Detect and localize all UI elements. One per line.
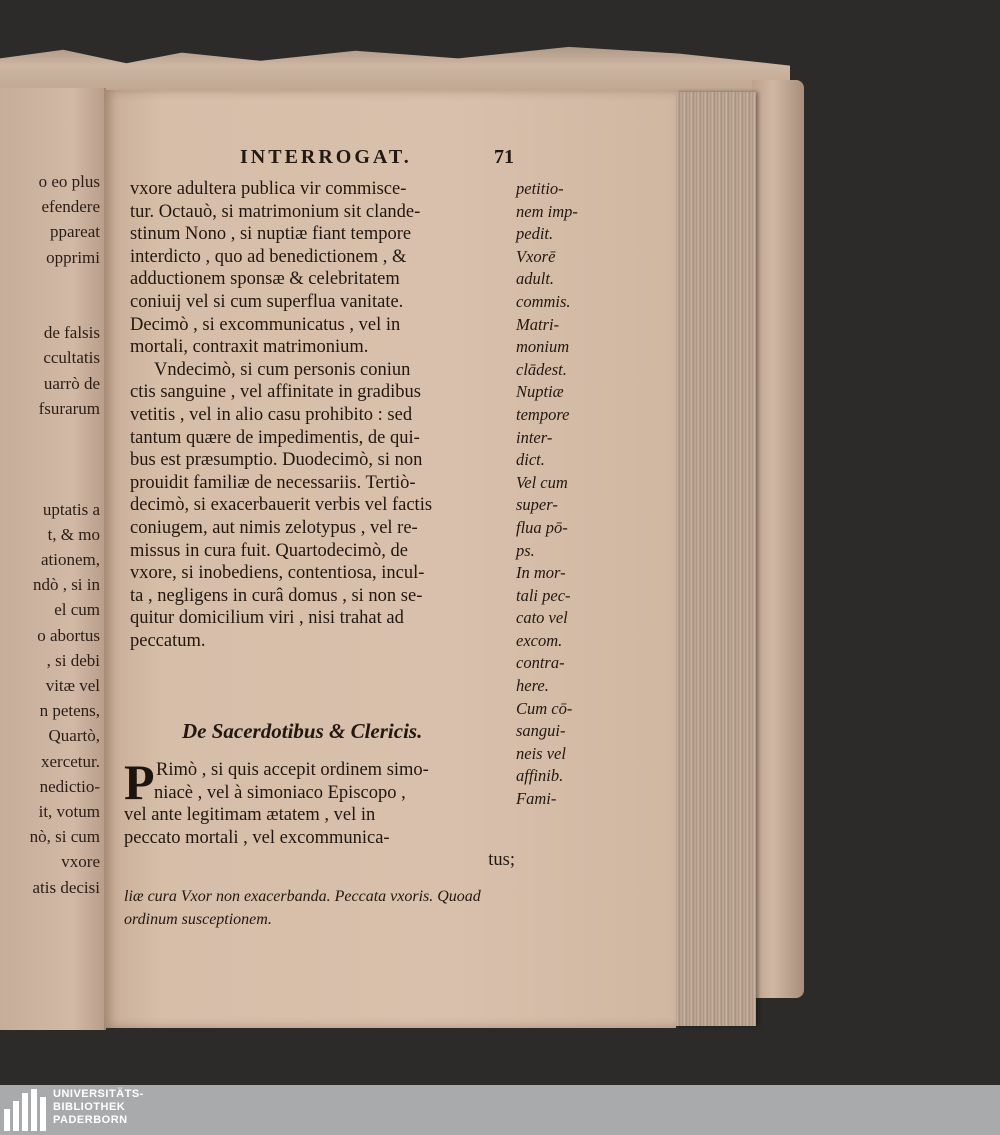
book-top-edge <box>0 44 790 92</box>
book-cover-edge <box>752 80 804 998</box>
text-line: stinum Nono , si nuptiæ fiant tempore <box>130 224 412 245</box>
marginal-note: excom. <box>516 630 563 650</box>
left-page-line: vitæ vel <box>45 676 100 695</box>
left-page-line: ationem, <box>40 550 100 569</box>
marginal-note: sangui- <box>516 721 566 741</box>
text-line: missus in cura fuit. Quartodecimò, de <box>130 540 408 561</box>
left-page-line: xercetur. <box>41 751 100 771</box>
running-head: INTERROGAT. <box>240 146 412 168</box>
left-page-line: fsurarum <box>38 398 100 418</box>
left-page-line: ccultatis <box>43 348 100 368</box>
left-page-line: ndò , si in <box>32 575 100 595</box>
marginal-note: Vel cum <box>516 472 568 492</box>
left-page-line: o abortus <box>37 625 100 645</box>
left-page-line: atis decisi <box>32 877 100 897</box>
left-page-line: vxore <box>61 852 100 872</box>
marginal-note: Vxorē <box>516 246 556 266</box>
section-heading: De Sacerdotibus & Clericis. <box>182 719 423 743</box>
marginal-note: Cum cō- <box>516 698 573 718</box>
left-page-line: efendere <box>41 197 100 217</box>
footer-marginal-summary <box>124 885 594 931</box>
text-line: tantum quære de impedimentis, de qui- <box>130 427 420 448</box>
marginal-note: clādest. <box>516 359 567 379</box>
text-line: mortali, contraxit matrimonium. <box>130 337 369 358</box>
left-page-line: n petens, <box>39 701 100 721</box>
marginal-note: Matri- <box>516 314 560 334</box>
marginal-note: inter- <box>516 427 553 447</box>
library-name <box>53 1088 144 1127</box>
left-page-line: ppareat <box>49 222 100 242</box>
marginal-note: monium <box>516 337 570 357</box>
text-line: Vndecimò, si cum personis coniun <box>154 359 411 380</box>
marginal-note: dict. <box>516 450 545 470</box>
marginal-note: adult. <box>516 269 555 289</box>
library-footer-bar <box>0 1085 1000 1135</box>
text-line: interdicto , quo ad benedictionem , & <box>130 246 407 267</box>
text-line: vetitis , vel in alio casu prohibito : sed <box>130 404 413 425</box>
text-line: tur. Octauò, si matrimonium sit clande- <box>130 201 421 222</box>
text-line: vel ante legitimam ætatem , vel in <box>124 805 376 826</box>
left-page-line: uarrò de <box>43 373 100 393</box>
marginal-note: In mor- <box>516 563 566 583</box>
text-line: adductionem sponsæ & celebritatem <box>130 269 400 290</box>
marginal-note: cato vel <box>516 608 568 628</box>
page-number: 71 <box>494 146 514 168</box>
left-page-line: de falsis <box>43 323 100 343</box>
text-line: coniugem, aut nimis zelotypus , vel re- <box>130 517 418 538</box>
text-line: Decimò , si excommunicatus , vel in <box>130 314 401 335</box>
left-page-line: o eo plus <box>38 172 100 191</box>
left-page-line: uptatis a <box>42 499 100 519</box>
text-line: ctis sanguine , vel affinitate in gradibus <box>130 382 421 403</box>
footer-line: liæ cura Vxor non exacerbanda. Peccata vxoris. Quoad <box>124 888 481 905</box>
text-line: quitur domicilium viri , nisi trahat ad <box>130 608 404 629</box>
marginal-note: commis. <box>516 291 571 311</box>
text-line: prouidit familiæ de necessariis. Tertiò- <box>130 472 416 493</box>
left-page-line: it, votum <box>38 802 100 821</box>
text-line: coniuij vel si cum superflua vanitate. <box>130 291 404 312</box>
text-line: vxore, si inobediens, contentiosa, incul- <box>130 563 425 584</box>
drop-cap: P <box>124 754 155 810</box>
marginal-note: here. <box>516 676 549 696</box>
marginal-note: ps. <box>516 540 535 560</box>
text-line: tus; <box>488 850 515 871</box>
marginal-note: Nuptiæ <box>516 382 564 402</box>
marginal-note: super- <box>516 495 558 515</box>
text-line: vxore adultera publica vir commisce- <box>130 179 407 199</box>
marginal-note: tempore <box>516 404 570 424</box>
main-text-block <box>130 178 520 652</box>
library-logo-icon <box>4 1089 48 1131</box>
marginal-note: affinib. <box>516 766 564 786</box>
left-page-line: nò, si cum <box>29 827 100 847</box>
left-page-line: t, & mo <box>47 524 100 544</box>
library-name-line: UNIVERSITÄTS- <box>53 1088 144 1100</box>
left-page-line: , si debi <box>46 650 100 670</box>
marginal-note: contra- <box>516 653 565 673</box>
left-page-line: nedictio- <box>39 776 100 796</box>
left-page-line: Quartò, <box>48 726 100 746</box>
left-page-line: el cum <box>54 600 100 620</box>
library-name-line: PADERBORN <box>53 1114 128 1126</box>
footer-line: ordinum susceptionem. <box>124 911 272 928</box>
text-line: decimò, si exacerbauerit verbis vel factis <box>130 495 433 516</box>
marginal-note: flua pō- <box>516 517 568 537</box>
marginal-note: nem imp- <box>516 201 578 221</box>
text-line: peccato mortali , vel excommunica- <box>124 827 390 848</box>
page-edges <box>676 92 756 1026</box>
text-line: peccatum. <box>130 630 206 651</box>
marginal-note: tali pec- <box>516 585 571 605</box>
left-page-line: opprimi <box>46 247 100 267</box>
text-line: niacè , vel à simoniaco Episcopo , <box>154 782 406 803</box>
library-name-line: BIBLIOTHEK <box>53 1101 126 1113</box>
marginal-notes <box>516 178 606 811</box>
marginal-note: petitio- <box>516 179 564 198</box>
text-line: bus est præsumptio. Duodecimò, si non <box>130 450 423 471</box>
text-line: Rimò , si quis accepit ordinem simo- <box>156 760 429 780</box>
marginal-note: Fami- <box>516 789 557 809</box>
marginal-note: pedit. <box>516 224 554 244</box>
text-line: ta , negligens in curâ domus , si non se- <box>130 585 423 606</box>
left-page <box>0 88 106 1030</box>
marginal-note: neis vel <box>516 743 566 763</box>
section-text-block <box>124 754 519 872</box>
